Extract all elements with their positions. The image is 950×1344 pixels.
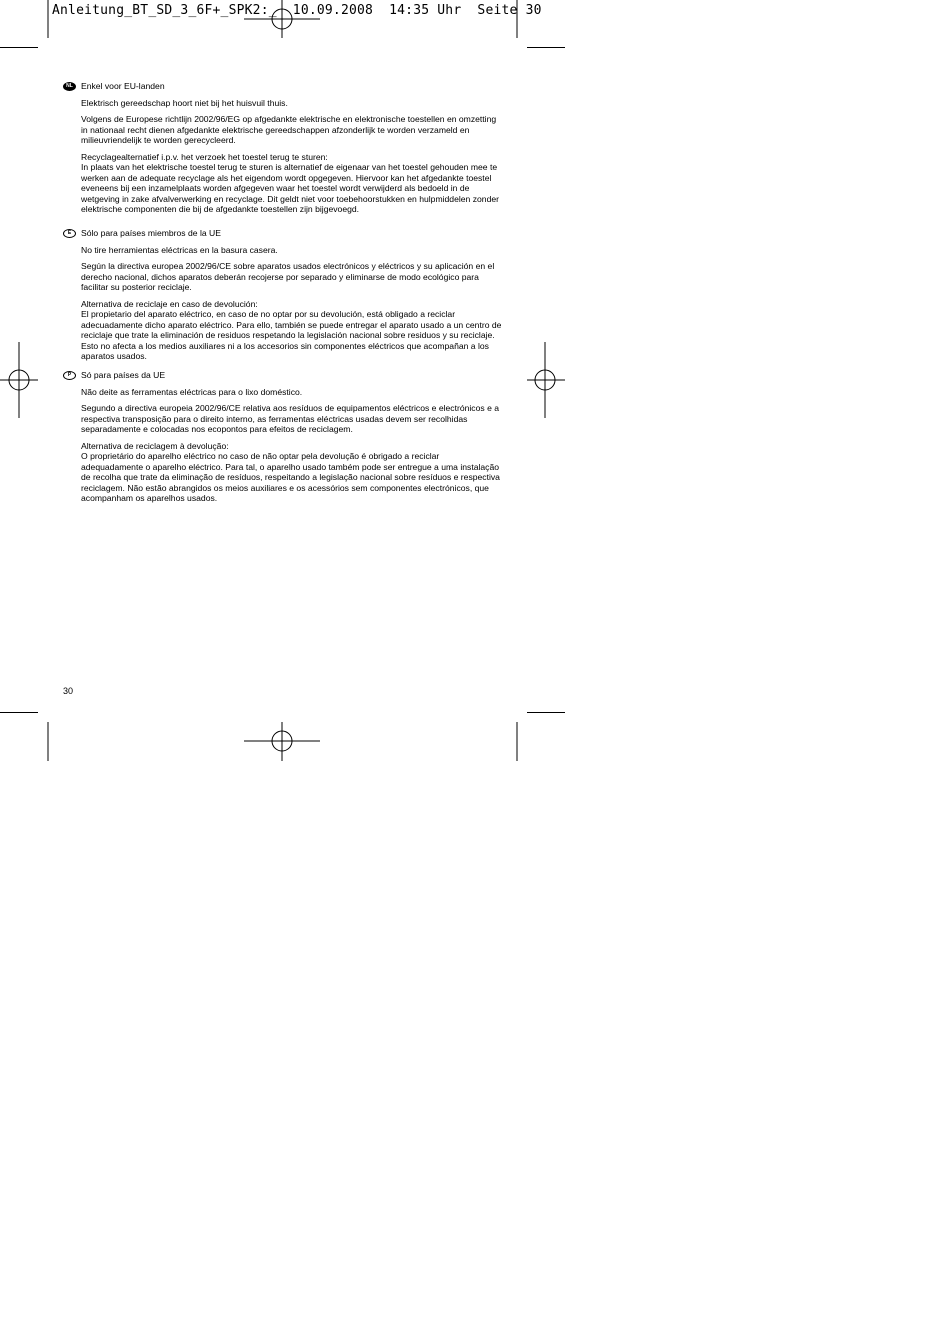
section-heading	[63, 81, 503, 92]
es-flag-icon: E	[63, 229, 76, 238]
paragraph: Alternativa de reciclaje en caso de devolución: El propietario del aparato eléctrico, en caso de no optar por su devolución, está obligado a reciclar adecuadamente dicho aparato eléctrico. Para ello, también se puede entregar el aparato usado a un centro de reciclaje que trate la eliminación de residuos respetando la legislación nacional sobre residuos y su reciclaje. Esto no afecta a los medios auxiliares ni a los accesorios sin componentes eléctricos que acompañan a los aparatos usados.	[81, 298, 502, 361]
paragraph: Segundo a directiva europeia 2002/96/CE relativa aos resíduos de equipamentos eléctricos e electrónicos e a respectiva transposição para o direito interno, as ferramentas eléctricas usadas devem ser recolhidas separadamente e colocadas nos ecopontos para efeitos de reciclagem.	[81, 403, 500, 434]
pt-flag-icon: P	[63, 371, 76, 380]
section-nl	[63, 81, 503, 221]
paragraph: Não deite as ferramentas eléctricas para o lixo doméstico.	[81, 386, 303, 397]
section-heading	[63, 228, 503, 239]
section-title: Enkel voor EU-landen	[81, 81, 165, 91]
section-pt	[63, 370, 503, 510]
page-number: 30	[63, 686, 74, 696]
nl-flag-icon: NL	[63, 82, 76, 91]
paragraph: Según la directiva europea 2002/96/CE sobre aparatos usados electrónicos y eléctricos y su aplicación en el derecho nacional, dichos aparatos deberán recojerse por separado y eliminarse de modo ecológico para facilitar su posterior reciclaje.	[81, 261, 495, 292]
section-es	[63, 228, 503, 368]
print-header: Anleitung_BT_SD_3_6F+_SPK2:_ 10.09.2008 14:35 Uhr Seite 30	[52, 3, 542, 18]
paragraph: No tire herramientas eléctricas en la basura casera.	[81, 244, 278, 255]
paragraph: Volgens de Europese richtlijn 2002/96/EG op afgedankte elektrische en elektronische toestellen en omzetting in nationaal recht dienen afgedankte elektrische gereedschappen afzonderlijk te worden verzameld en milieuvriendelijk te worden gerecycleerd.	[81, 114, 497, 145]
paragraph: Elektrisch gereedschap hoort niet bij het huisvuil thuis.	[81, 97, 288, 108]
section-heading	[63, 370, 503, 381]
section-title: Sólo para países miembros de la UE	[81, 228, 221, 238]
paragraph: Recyclagealternatief i.p.v. het verzoek het toestel terug te sturen: In plaats van het elektrische toestel terug te sturen is alternatief de eigenaar van het toestel gehouden mee te werken aan de adequate recyclage als het eigendom wordt opgegeven. Hiervoor kan het afgedankte toestel eveneens bij een inzamelplaats worden afgegeven waar het toestel wordt verwijderd als bedoeld in de wetgeving in zake afvalverwerking en recyclage. Dit geldt niet voor toebehoorstukken en hulpmiddelen zonder elektrische componenten die bij de afgedankte toestellen zijn bijgevoegd.	[81, 151, 499, 214]
section-title: Só para países da UE	[81, 370, 166, 380]
paragraph: Alternativa de reciclagem à devolução: O proprietário do aparelho eléctrico no caso de não optar pela devolução é obrigado a reciclar adequadamente o aparelho eléctrico. Para tal, o aparelho usado também pode ser entregue a uma instalação de recolha que trate da eliminação de resíduos, respeitando a legislação nacional sobre resíduos e respectiva reciclagem. Não estão abrangidos os meios auxiliares e os acessórios sem componentes electrónicos, que acompanham os aparelhos usados.	[81, 440, 500, 503]
